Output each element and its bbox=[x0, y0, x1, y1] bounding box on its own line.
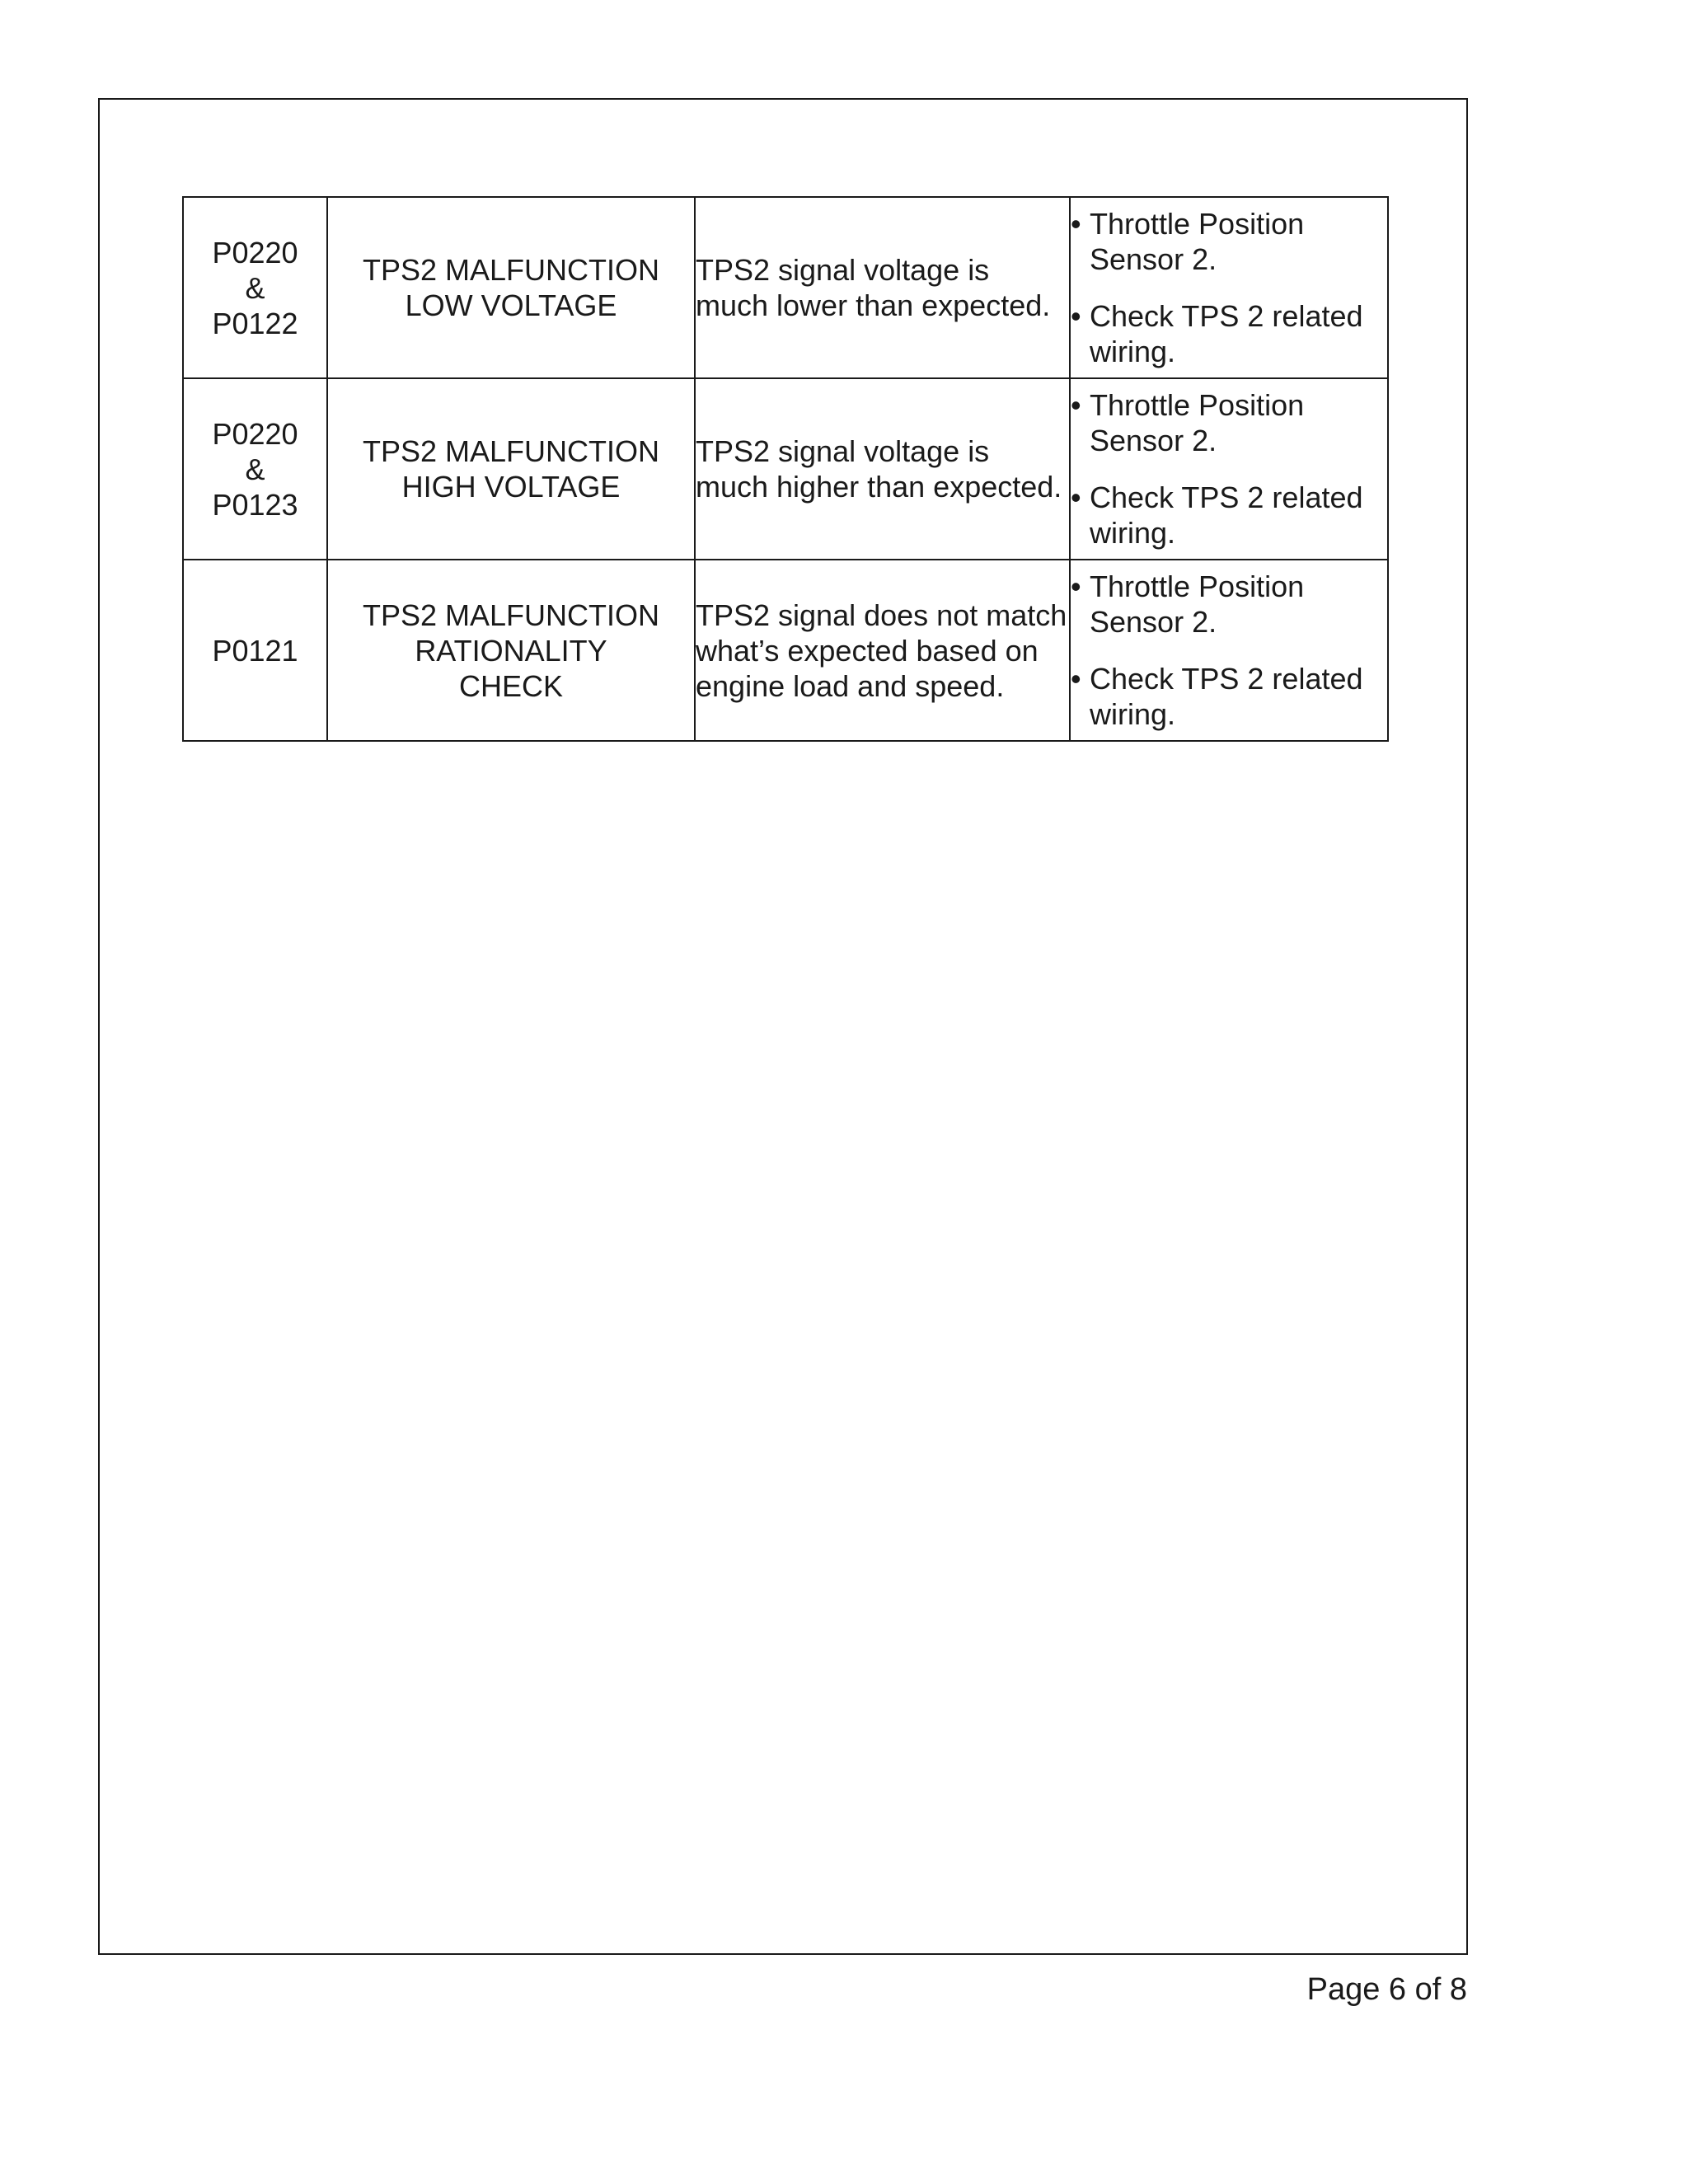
action-item bbox=[1071, 298, 1387, 369]
bullet-icon: • bbox=[1071, 662, 1081, 696]
action-text: Check TPS 2 related wiring. bbox=[1090, 299, 1363, 368]
fault-description: TPS2 signal does not match what’s expected based on engine load and speed. bbox=[695, 560, 1070, 741]
action-text: Check TPS 2 related wiring. bbox=[1090, 480, 1363, 550]
dtc-code-cell bbox=[183, 197, 327, 378]
action-list bbox=[1071, 387, 1387, 551]
fault-name-line: LOW VOLTAGE bbox=[405, 288, 617, 322]
dtc-code-cell bbox=[183, 378, 327, 560]
bullet-icon: • bbox=[1071, 569, 1081, 603]
fault-name-line: CHECK bbox=[458, 668, 564, 703]
action-item bbox=[1071, 387, 1387, 458]
action-list bbox=[1071, 569, 1387, 732]
table-row bbox=[183, 378, 1388, 560]
action-text: Throttle Position Sensor 2. bbox=[1090, 388, 1305, 457]
dtc-code: P0220 bbox=[212, 416, 298, 451]
action-text: Throttle Position Sensor 2. bbox=[1090, 569, 1305, 639]
fault-name-line: HIGH VOLTAGE bbox=[401, 470, 621, 504]
dtc-code-joiner: & bbox=[245, 270, 265, 305]
fault-name-line: TPS2 MALFUNCTION bbox=[362, 598, 660, 632]
action-cell bbox=[1070, 378, 1388, 560]
dtc-code: P0123 bbox=[212, 487, 298, 522]
fault-name-cell bbox=[327, 197, 695, 378]
action-list bbox=[1071, 206, 1387, 369]
fault-name-line: RATIONALITY bbox=[415, 633, 607, 668]
action-cell bbox=[1070, 560, 1388, 741]
dtc-code: P0122 bbox=[212, 306, 298, 340]
action-item bbox=[1071, 480, 1387, 551]
action-cell bbox=[1070, 197, 1388, 378]
fault-name-line: TPS2 MALFUNCTION bbox=[362, 434, 660, 468]
action-item bbox=[1071, 206, 1387, 277]
bullet-icon: • bbox=[1071, 388, 1081, 422]
page-number: Page 6 of 8 bbox=[1306, 1972, 1467, 2007]
bullet-icon: • bbox=[1071, 480, 1081, 514]
fault-description: TPS2 signal voltage is much lower than expected. bbox=[695, 197, 1070, 378]
bullet-icon: • bbox=[1071, 299, 1081, 333]
action-text: Throttle Position Sensor 2. bbox=[1090, 207, 1305, 276]
table-row bbox=[183, 560, 1388, 741]
fault-description: TPS2 signal voltage is much higher than expected. bbox=[695, 378, 1070, 560]
fault-name-cell bbox=[327, 378, 695, 560]
fault-name-cell bbox=[327, 560, 695, 741]
dtc-code-cell bbox=[183, 560, 327, 741]
dtc-table bbox=[182, 196, 1389, 742]
dtc-code: P0220 bbox=[212, 235, 298, 269]
bullet-icon: • bbox=[1071, 207, 1081, 241]
fault-name-line: TPS2 MALFUNCTION bbox=[362, 253, 660, 287]
action-text: Check TPS 2 related wiring. bbox=[1090, 662, 1363, 731]
action-item bbox=[1071, 661, 1387, 732]
table-row bbox=[183, 197, 1388, 378]
action-item bbox=[1071, 569, 1387, 640]
dtc-code-joiner: & bbox=[245, 452, 265, 486]
dtc-code: P0121 bbox=[212, 633, 298, 668]
